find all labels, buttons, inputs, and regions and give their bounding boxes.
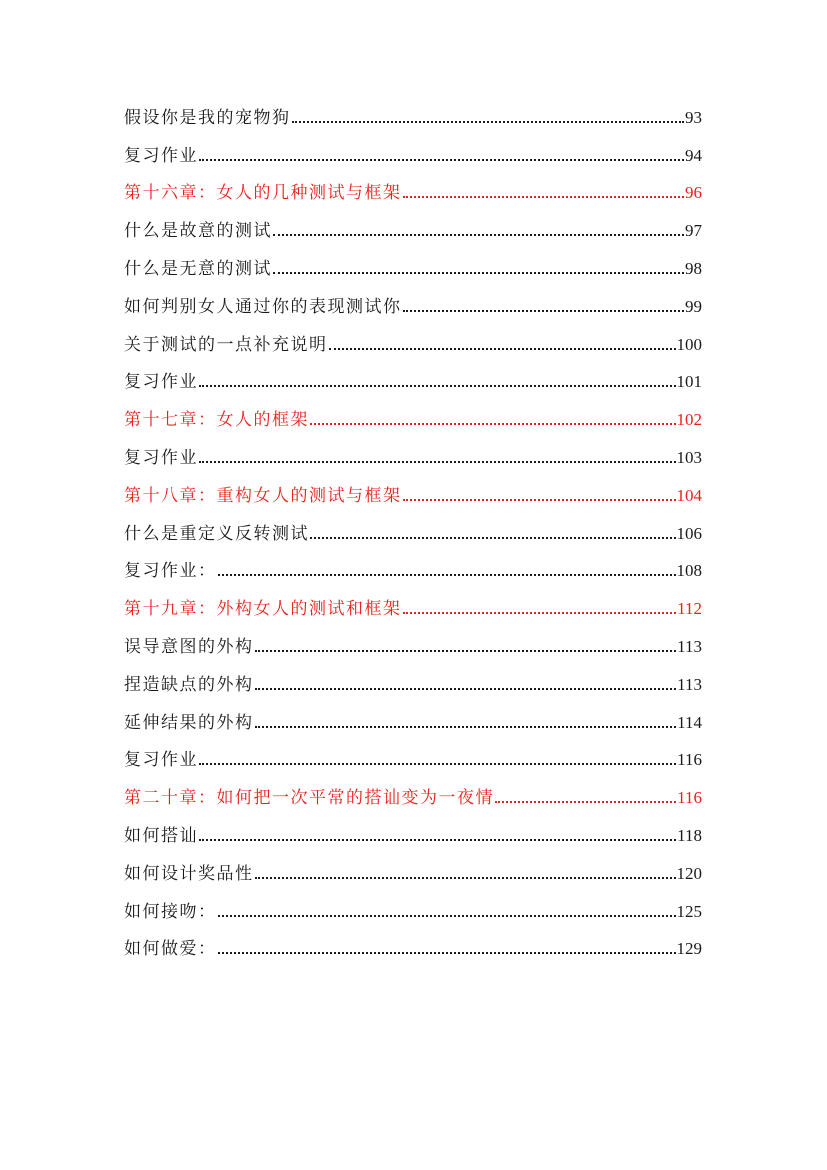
toc-entry-page: 98 [685,258,702,278]
toc-entry-page: 93 [685,107,702,127]
toc-chapter-entry[interactable] [124,772,702,810]
toc-entry-title: 什么是无意的测试 [124,258,272,279]
dot-leader [255,688,677,690]
toc-entry[interactable] [124,848,702,886]
toc-entry-page: 113 [677,674,702,694]
toc-entry-title: 复习作业 [124,447,198,468]
dot-leader [199,385,676,387]
toc-entry-title: 什么是故意的测试 [124,221,272,242]
toc-entry-page: 113 [677,636,702,656]
dot-leader [199,763,676,765]
dot-leader [218,952,676,954]
toc-entry[interactable] [124,205,702,243]
dot-leader [199,159,684,161]
toc-entry-page: 103 [676,447,702,467]
toc-entry-title: 如何判别女人通过你的表现测试你 [124,296,402,317]
dot-leader [273,272,684,274]
toc-entry[interactable] [124,697,702,735]
dot-leader [310,423,676,425]
toc-chapter-entry[interactable] [124,394,702,432]
toc-entry-title: 延伸结果的外构 [124,712,254,733]
dot-leader [403,612,677,614]
toc-entry-page: 97 [685,221,702,241]
table-of-contents [124,92,702,961]
toc-chapter-entry[interactable] [124,583,702,621]
toc-entry[interactable] [124,886,702,924]
toc-entry-title: 复习作业 [124,372,198,393]
toc-entry[interactable] [124,659,702,697]
dot-leader [218,574,676,576]
toc-entry[interactable] [124,130,702,168]
toc-entry-page: 104 [676,485,702,505]
toc-entry[interactable] [124,281,702,319]
dot-leader [403,499,676,501]
toc-chapter-entry[interactable] [124,470,702,508]
toc-entry-title: 假设你是我的宠物狗 [124,107,291,128]
toc-entry-title: 关于测试的一点补充说明 [124,334,328,355]
toc-entry-page: 94 [685,145,702,165]
toc-entry-page: 106 [676,523,702,543]
toc-entry-page: 114 [677,712,702,732]
toc-entry-title: 误导意图的外构 [124,636,254,657]
toc-chapter-title: 第十六章：女人的几种测试与框架 [124,183,402,204]
toc-entry-title: 捏造缺点的外构 [124,674,254,695]
dot-leader [495,801,676,803]
toc-entry[interactable] [124,621,702,659]
toc-entry-title: 复习作业： [124,561,217,582]
toc-entry[interactable] [124,924,702,962]
toc-entry[interactable] [124,243,702,281]
toc-entry-page: 101 [676,372,702,392]
toc-entry-title: 如何搭讪 [124,825,198,846]
toc-entry-page: 116 [677,788,702,808]
toc-entry-page: 116 [677,750,702,770]
dot-leader [255,726,677,728]
toc-entry-page: 96 [685,183,702,203]
dot-leader [199,839,676,841]
toc-entry[interactable] [124,735,702,773]
toc-entry-title: 复习作业 [124,750,198,771]
toc-entry-page: 112 [677,599,702,619]
toc-entry-page: 99 [685,296,702,316]
dot-leader [403,310,685,312]
dot-leader [310,537,676,539]
dot-leader [292,121,685,123]
toc-entry-page: 125 [676,901,702,921]
toc-chapter-entry[interactable] [124,168,702,206]
toc-entry-title: 复习作业 [124,145,198,166]
toc-entry-page: 120 [676,863,702,883]
toc-chapter-title: 第二十章：如何把一次平常的搭讪变为一夜情 [124,788,494,809]
toc-entry[interactable] [124,319,702,357]
toc-entry-page: 108 [676,561,702,581]
toc-chapter-title: 第十七章：女人的框架 [124,410,309,431]
dot-leader [403,196,685,198]
toc-entry[interactable] [124,508,702,546]
toc-entry[interactable] [124,92,702,130]
dot-leader [199,461,676,463]
toc-entry-page: 129 [676,939,702,959]
dot-leader [255,650,677,652]
toc-entry-title: 什么是重定义反转测试 [124,523,309,544]
toc-entry-title: 如何设计奖品性 [124,863,254,884]
toc-entry-title: 如何做爱： [124,939,217,960]
toc-chapter-title: 第十九章：外构女人的测试和框架 [124,599,402,620]
toc-entry-page: 102 [676,410,702,430]
dot-leader [329,348,676,350]
toc-chapter-title: 第十八章：重构女人的测试与框架 [124,485,402,506]
dot-leader [255,877,676,879]
dot-leader [218,915,676,917]
toc-entry[interactable] [124,357,702,395]
toc-entry[interactable] [124,546,702,584]
toc-entry-title: 如何接吻： [124,901,217,922]
dot-leader [273,234,684,236]
toc-entry-page: 100 [676,334,702,354]
toc-entry-page: 118 [677,825,702,845]
toc-entry[interactable] [124,432,702,470]
toc-entry[interactable] [124,810,702,848]
